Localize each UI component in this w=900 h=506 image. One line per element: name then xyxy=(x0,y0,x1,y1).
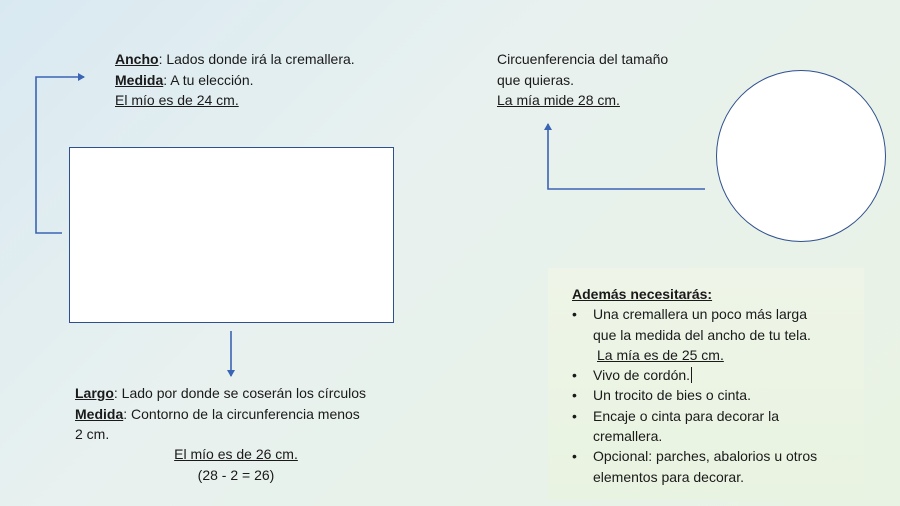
bullet-icon: • xyxy=(572,367,577,384)
medida-label: Medida xyxy=(115,71,164,88)
list-item: • Vivo de cordón. xyxy=(572,365,817,385)
largo-description xyxy=(75,383,366,445)
circle-description xyxy=(497,49,668,111)
fabric-rectangle xyxy=(69,147,394,323)
bullet-icon: • xyxy=(572,387,577,404)
materials-title: Además necesitarás: xyxy=(572,286,713,302)
largo-medida-text: : Contorno de la circunferencia menos xyxy=(123,405,360,422)
bullet-icon: • xyxy=(572,306,577,323)
list-item: • Una cremallera un poco más larga xyxy=(572,304,817,324)
text-cursor xyxy=(691,367,692,383)
ancho-text: : Lados donde irá la cremallera. xyxy=(158,51,355,67)
list-item: • Un trocito de bies o cinta. xyxy=(572,385,817,405)
largo-mine: El mío es de 26 cm. xyxy=(174,446,298,462)
largo-calc: (28 - 2 = 26) xyxy=(197,466,275,483)
bullet-icon: • xyxy=(572,407,577,424)
largo-label: Largo xyxy=(75,385,114,401)
ancho-mine: El mío es de 24 cm. xyxy=(115,92,239,108)
list-item: • Opcional: parches, abalorios u otros xyxy=(572,446,817,466)
bullet-icon: • xyxy=(572,448,577,465)
materials-list: Además necesitarás: • Una cremallera un poco más larga que la medida del ancho de tu tela. La mía es de 25 cm. • Vivo de cordón. • Un trocito de bies o cinta. • Encaje o cinta para decorar la cremallera. • Opcional: parches, abalorios u otros elementos para decorar. xyxy=(572,286,818,485)
fabric-circle xyxy=(716,70,886,242)
medida-text: : A tu elección. xyxy=(163,71,254,88)
largo-medida-label: Medida xyxy=(75,405,124,422)
circle-line-2: que quieras. xyxy=(497,71,575,88)
arrow-to-circle-text xyxy=(548,124,705,189)
rectangle-description xyxy=(115,49,355,111)
zipper-mine: La mía es de 25 cm. xyxy=(597,346,724,363)
circle-line-1: Circuenferencia del tamaño xyxy=(497,51,669,67)
largo-mine-block xyxy=(150,444,322,485)
circle-mine: La mía mide 28 cm. xyxy=(497,92,620,108)
ancho-label: Ancho xyxy=(115,51,159,67)
largo-medida-cont: 2 cm. xyxy=(75,426,110,442)
largo-text: : Lado por donde se coserán los círculos xyxy=(113,385,367,401)
list-item: • Encaje o cinta para decorar la xyxy=(572,406,817,426)
